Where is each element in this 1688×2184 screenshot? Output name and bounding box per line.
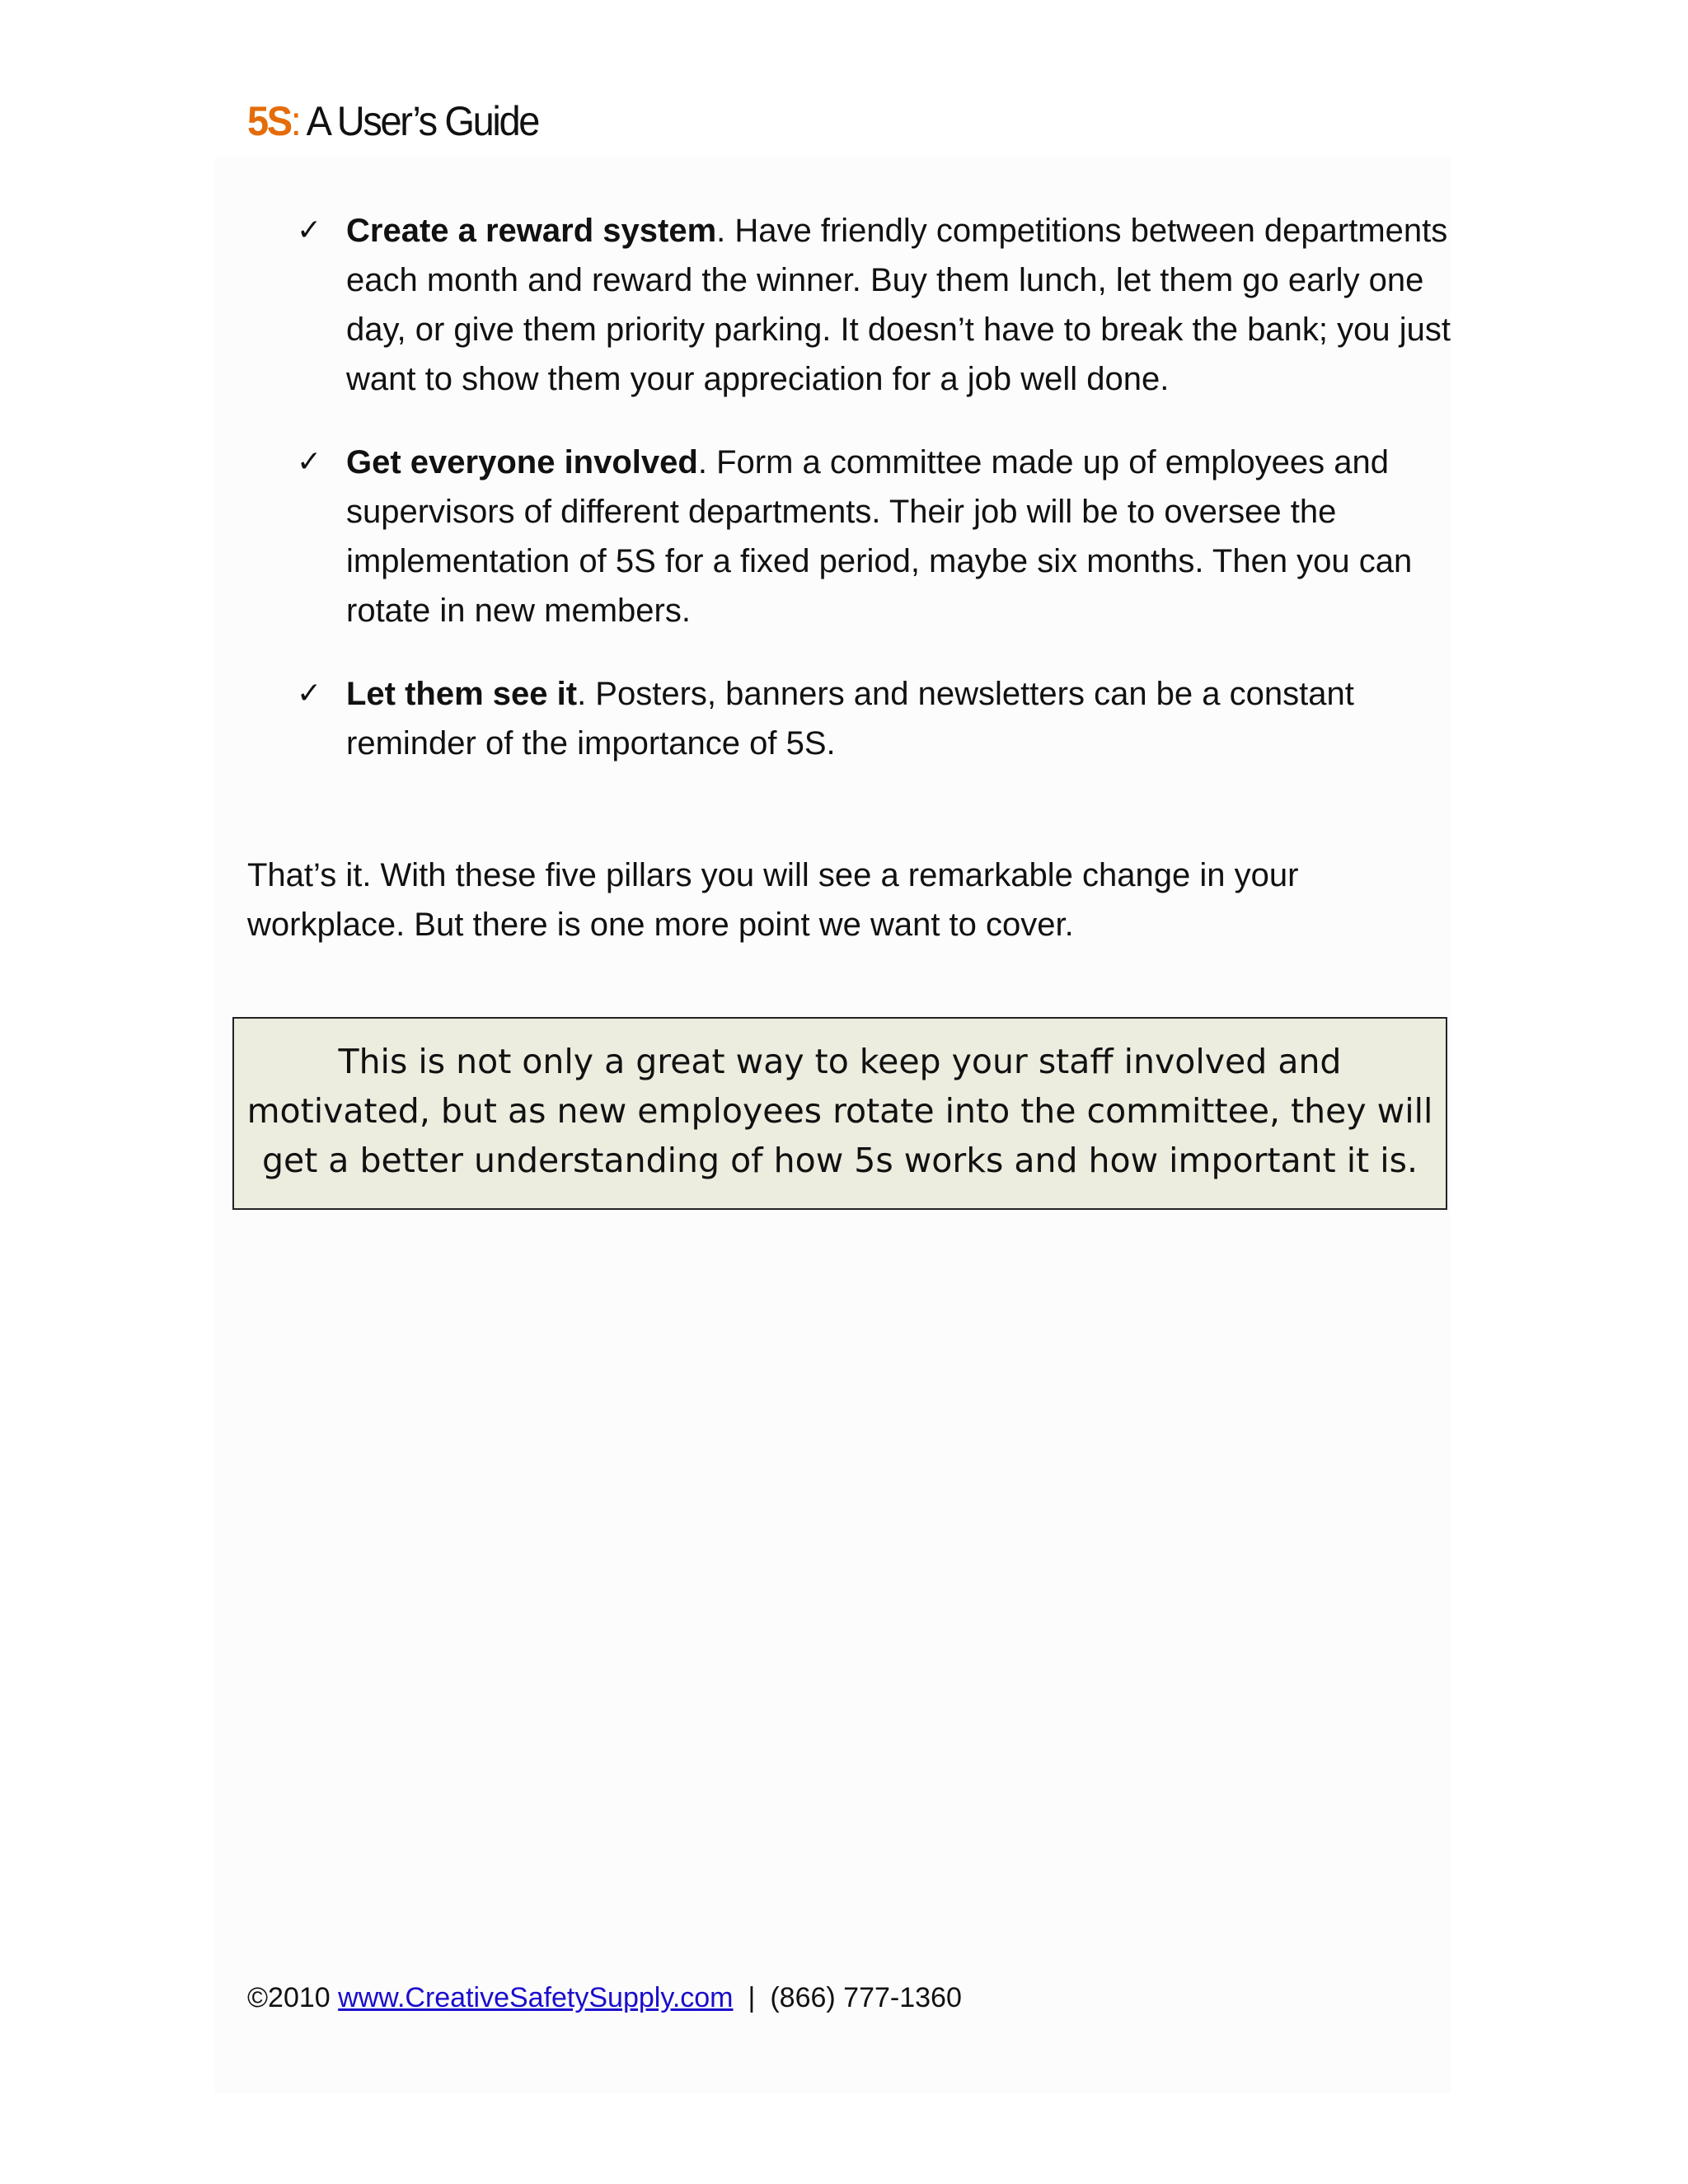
header-colon: :: [290, 98, 300, 144]
header-title: A User’s Guide: [299, 98, 539, 144]
bullet-list: [0, 206, 1688, 802]
checkmark-icon: ✓: [297, 445, 322, 479]
page-header: [247, 97, 538, 145]
callout-box: [232, 1017, 1447, 1210]
bullet-heading: Let them see it: [346, 676, 578, 712]
bullet-text: . Posters, banners and newsletters can be a constant reminder of the importance of 5S.: [346, 676, 1354, 762]
bullet-heading: Create a reward system: [346, 213, 717, 249]
bullet-text: . Have friendly competitions between departments each month and reward the winner. Buy them lunch, let them go early one day, or give them priority parking. It doesn’t have to break the bank; you just want to show them your appreciation for a job well done.: [346, 213, 1451, 397]
callout-line: motivated, but as new employees rotate into the committee, they will: [246, 1091, 1433, 1131]
bullet-text: . Form a committee made up of employees and supervisors of different departments. Their job will be to oversee the implementation of 5S for a fixed period, maybe six months. Then you can rotate in new members.: [346, 444, 1413, 629]
footer-phone: (866) 777-1360: [770, 1982, 962, 2013]
bullet-item-let-them-see-it: [297, 669, 1451, 768]
header-brand: 5S: [247, 98, 291, 144]
callout-line: get a better understanding of how 5s works and how important it is.: [261, 1141, 1418, 1180]
checkmark-icon: ✓: [297, 213, 322, 247]
page-footer: [247, 1979, 962, 2017]
footer-website-link[interactable]: www.CreativeSafetySupply.com: [338, 1982, 734, 2013]
bullet-heading: Get everyone involved: [346, 444, 698, 480]
footer-copyright: ©2010: [247, 1982, 331, 2013]
bullet-item-reward-system: [297, 206, 1451, 404]
checkmark-icon: ✓: [297, 677, 322, 710]
callout-line: This is not only a great way to keep your staff involved and: [338, 1042, 1342, 1081]
bullet-item-everyone-involved: [297, 438, 1451, 635]
footer-separator: |: [748, 1982, 756, 2013]
closing-paragraph: That’s it. With these five pillars you will see a remarkable change in your workplace. But there is one more point we want to cover.: [247, 857, 1299, 943]
